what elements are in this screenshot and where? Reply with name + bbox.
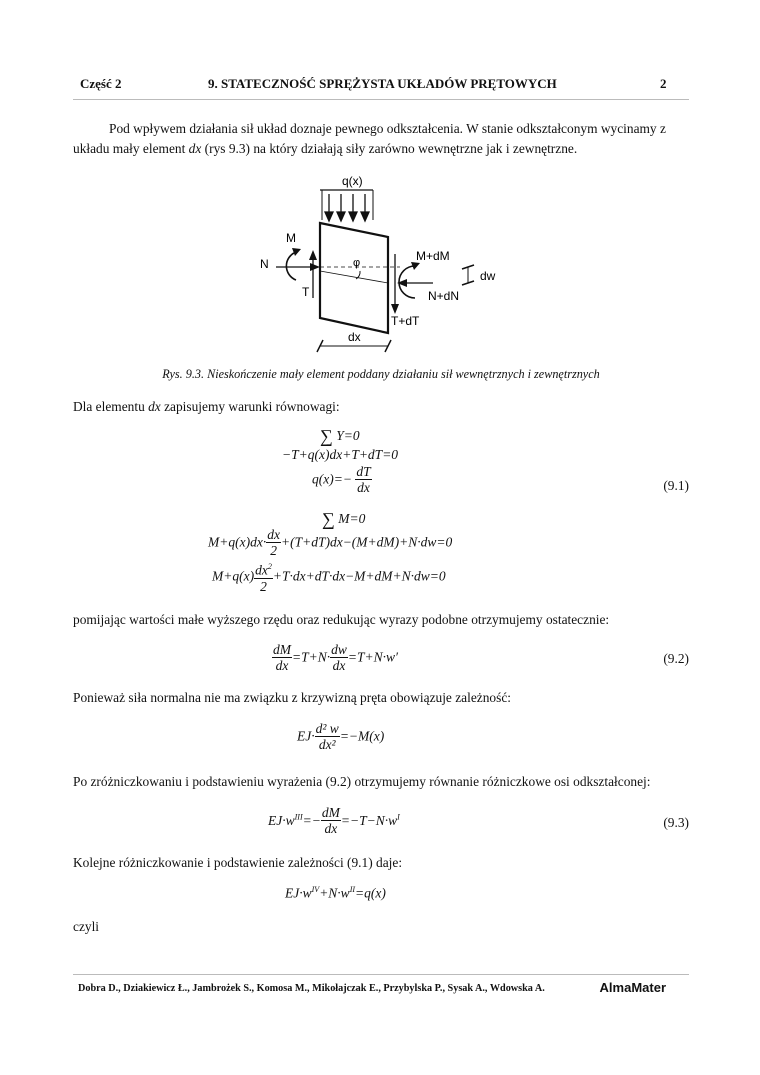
reduction-text: pomijając wartości małe wyższego rzędu oraz redukując wyrazy podobne otrzymujemy ostatecznie:: [73, 612, 610, 627]
page-number: 2: [660, 76, 667, 91]
figure-caption: Rys. 9.3. Nieskończenie mały element poddany działaniu sił wewnętrznych i zewnętrznych: [162, 367, 600, 381]
e5-end: =T+N·w′: [347, 649, 398, 665]
e3-b: +(T+dT)dx−(M+dM)+N·dw=0: [280, 534, 453, 550]
e7-a: EJ·w: [268, 812, 295, 828]
e4-a: M+q(x): [212, 568, 255, 584]
e7-numerator: dM: [321, 805, 340, 820]
label-T: T: [302, 285, 310, 299]
header-rule: [73, 99, 689, 100]
element-body: [320, 223, 388, 333]
differentiation-text: Po zróżniczkowaniu i podstawieniu wyrażenia (9.2) otrzymujemy równanie różniczkowe osi odkształconej:: [73, 774, 651, 789]
e8-c: =q(x): [355, 885, 386, 901]
label-M: M: [286, 231, 296, 245]
equation-1: −T+q(x)dx+T+dT=0: [282, 447, 399, 462]
equation-3: [208, 527, 452, 558]
e4-numerator: dx: [255, 562, 268, 578]
header-title: 9. STATECZNOŚĆ SPRĘŻYSTA UKŁADÓW PRĘTOWYCH: [208, 76, 557, 91]
equation-sum-y: ∑ Y=0: [320, 426, 360, 446]
equation-final: [285, 885, 386, 902]
footer-authors: Dobra D., Dziakiewicz Ł., Jambrożek S., Komosa M., Mikołajczak E., Przybylska P., Sysak A., Wdowska A.: [78, 983, 545, 994]
equation-2: [312, 464, 372, 495]
label-N: N: [260, 257, 269, 271]
equation-4: [212, 559, 446, 594]
label-MdM: M+dM: [416, 249, 450, 263]
e2-numerator: dT: [356, 464, 371, 479]
load-arrows: [325, 194, 369, 221]
equation-curvature: [297, 721, 384, 752]
label-dw: dw: [480, 269, 496, 283]
e4-b: +T·dx+dT·dx−M+dM+N·dw=0: [272, 568, 446, 584]
intro-line-2a: układu mały element: [73, 141, 189, 156]
equation-sum-m: ∑ M=0: [322, 509, 366, 529]
e2-lhs: q(x)=−: [312, 471, 352, 487]
element-diagram: [240, 168, 520, 360]
e5-numerator: dM: [273, 642, 291, 657]
sum-y-text: Y=0: [336, 428, 360, 443]
e8-b: +N·w: [319, 885, 350, 901]
e4-denominator: 2: [260, 578, 267, 594]
intro-line-1: Pod wpływem działania sił układ doznaje pewnego odkształcenia. W stanie odkształconym wycinamy z: [109, 121, 666, 136]
e7-c: =−T−N·w: [340, 812, 398, 828]
eq-number-9-3: (9.3): [663, 815, 689, 830]
e7-denominator: dx: [324, 821, 338, 836]
label-NdN: N+dN: [428, 289, 460, 303]
e6-b: =−M(x): [339, 728, 385, 744]
footer-brand: AlmaMater: [599, 980, 666, 995]
e5-denominator-2: dx: [332, 658, 346, 673]
e7-sup: III: [294, 812, 303, 822]
e5-mid: =T+N·: [292, 649, 331, 665]
eq-intro-dx: dx: [148, 399, 161, 414]
czyli-text: czyli: [73, 919, 100, 934]
e6-numerator: d² w: [315, 721, 339, 736]
sum-m-text: M=0: [338, 511, 366, 526]
equilibrium-intro: [73, 397, 689, 417]
eq-number-9-2: (9.2): [663, 651, 689, 666]
equation-9-3: [268, 805, 400, 836]
equation-9-2: [272, 642, 398, 673]
intro-paragraph: [73, 119, 689, 159]
e6-a: EJ·: [297, 728, 315, 744]
normal-force-text: Ponieważ siła normalna nie ma związku z krzywizną pręta obowiązuje zależność:: [73, 690, 511, 705]
e5-numerator-2: dw: [331, 642, 347, 657]
e5-denominator: dx: [275, 658, 289, 673]
header-section: Część 2: [80, 76, 122, 91]
intro-line-2b: (rys 9.3) na który działają siły zarówno wewnętrzne jak i zewnętrzne.: [201, 141, 578, 156]
label-TdT: T+dT: [391, 314, 420, 328]
intro-dx: dx: [188, 141, 202, 156]
eq-intro-b: zapisujemy warunki równowagi:: [160, 399, 340, 414]
eq-number-9-1: (9.1): [663, 478, 689, 493]
e7-b: =−: [302, 812, 321, 828]
e2-denominator: dx: [357, 480, 370, 495]
label-phi: φ: [353, 257, 361, 269]
e8-sup2: II: [349, 885, 356, 894]
next-differentiation-text: Kolejne różniczkowanie i podstawienie zależności (9.1) daje:: [73, 855, 403, 870]
e3-a: M+q(x)dx·: [208, 534, 267, 550]
label-q: q(x): [342, 174, 363, 188]
e7-sup2: I: [397, 812, 400, 822]
e3-denominator: 2: [270, 543, 277, 558]
e4-sup: 2: [267, 562, 272, 571]
footer-rule: [73, 974, 689, 975]
e8-a: EJ·w: [285, 885, 312, 901]
e3-numerator: dx: [267, 527, 280, 542]
eq-intro-a: Dla elementu: [73, 399, 149, 414]
e8-sup: IV: [311, 885, 320, 894]
label-dx: dx: [348, 330, 361, 344]
e6-denominator: dx²: [318, 737, 336, 752]
